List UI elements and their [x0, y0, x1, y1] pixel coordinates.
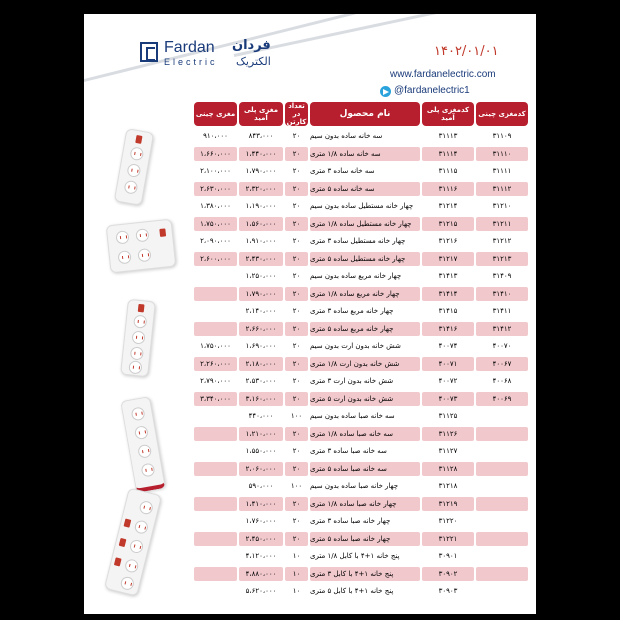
cell-china-price [194, 287, 237, 301]
cell-product-name: چهار خانه مستطیل ساده بدون سیم [310, 202, 414, 210]
cell-plastic-price: ۳،۱۶۰،۰۰۰ [239, 392, 283, 406]
cell-plastic-code: ۳۱۲۱۵ [422, 217, 474, 231]
cell-qty: ۲۰ [292, 202, 301, 210]
cell-qty: ۲۰ [285, 287, 308, 301]
cell-plastic-code: ۳۱۲۲۰ [438, 517, 458, 525]
cell-plastic-code: ۳۱۴۱۳ [438, 272, 458, 280]
cell-plastic-code: ۳۱۱۱۶ [422, 182, 474, 196]
cell-plastic-price: ۲،۳۲۰،۰۰۰ [239, 182, 283, 196]
cell-china-code [476, 567, 528, 581]
cell-china-price [194, 497, 237, 511]
cell-plastic-price: ۲،۵۳۰،۰۰۰ [245, 377, 277, 385]
cell-product-name: چهار خانه مربع ساده ۳ متری [310, 307, 394, 315]
cell-china-code [476, 514, 528, 528]
cell-product-name: شش خانه بدون ارت بدون سیم [310, 342, 401, 350]
cell-china-code: ۳۱۱۱۱ [492, 167, 512, 175]
cell-qty: ۲۰ [285, 392, 308, 406]
table-row [194, 164, 528, 178]
socket-icon [123, 180, 138, 195]
cell-china-price [194, 444, 237, 458]
cell-china-price [194, 514, 237, 528]
brand-sub-fa: الکتریک [236, 55, 271, 68]
cell-qty: ۱۰۰ [290, 482, 303, 490]
cell-plastic-price: ۱،۴۴۰،۰۰۰ [239, 147, 283, 161]
cell-plastic-price: ۱،۷۶۰،۰۰۰ [245, 517, 277, 525]
table-row [194, 252, 528, 266]
cell-qty: ۲۰ [292, 167, 301, 175]
cell-china-price: ۲،۶۳۰،۰۰۰ [194, 182, 237, 196]
socket-icon [131, 330, 145, 344]
website-link[interactable]: www.fardanelectric.com [390, 69, 496, 80]
cell-china-price [194, 304, 237, 318]
cell-qty: ۲۰ [292, 307, 301, 315]
cell-plastic-price: ۲،۶۶۰،۰۰۰ [239, 322, 283, 336]
cell-plastic-price: ۲،۴۳۰،۰۰۰ [239, 252, 283, 266]
table-row [194, 304, 528, 318]
socket-icon [117, 250, 131, 264]
cell-product-name: سه خانه ساده ۳ متری [310, 167, 375, 175]
cell-plastic-price: ۲،۱۸۰،۰۰۰ [239, 357, 283, 371]
cell-plastic-price: ۱،۱۹۰،۰۰۰ [245, 202, 277, 210]
cell-product-name: چهار خانه مستطیل ساده ۳ متری [310, 237, 406, 245]
cell-qty: ۲۰ [292, 517, 301, 525]
cell-china-code: ۳۱۲۱۰ [492, 202, 512, 210]
cell-plastic-price: ۲،۱۴۰،۰۰۰ [245, 307, 277, 315]
table-row [194, 392, 528, 406]
cell-qty: ۲۰ [285, 497, 308, 511]
cell-qty: ۲۰ [285, 322, 308, 336]
cell-plastic-code: ۳۱۲۱۷ [422, 252, 474, 266]
cell-plastic-price: ۱،۷۹۰،۰۰۰ [245, 167, 277, 175]
cell-product-name: شش خانه بدون ارت ۵ متری [310, 392, 420, 406]
table-row [194, 147, 528, 161]
cell-qty: ۱۰ [292, 587, 301, 595]
header-china-code: کدمغزی چینی [476, 102, 528, 126]
table-row [194, 339, 528, 353]
switch-icon [159, 228, 166, 237]
socket-icon [128, 360, 142, 374]
cell-qty: ۱۰ [285, 567, 308, 581]
logo-mark [140, 42, 158, 62]
cell-qty: ۲۰ [292, 342, 301, 350]
cell-product-name: سه خانه صبا ساده بدون سیم [310, 412, 395, 420]
product-image-3-socket [114, 128, 154, 206]
cell-china-price [194, 427, 237, 441]
cell-china-code: ۳۱۲۱۳ [476, 252, 528, 266]
cell-plastic-code: ۳۱۱۱۳ [438, 132, 458, 140]
header-product-name: نام محصول [310, 102, 420, 126]
cell-china-price: ۲،۱۰۰،۰۰۰ [200, 167, 231, 175]
cell-china-code [476, 462, 528, 476]
cell-plastic-price: ۱،۹۱۰،۰۰۰ [245, 237, 277, 245]
cell-product-name: سه خانه صبا ساده ۵ متری [310, 462, 420, 476]
cell-product-name: سه خانه ساده ۵ متری [310, 182, 420, 196]
switch-icon [119, 538, 127, 547]
socket-icon [115, 230, 129, 244]
socket-icon [119, 575, 135, 591]
cell-product-name: چهار خانه مربع ساده ۵ متری [310, 322, 420, 336]
product-image-5-socket [104, 487, 162, 596]
cell-china-price [194, 549, 237, 563]
switch-icon [135, 135, 142, 144]
cell-plastic-code: ۳۱۲۱۸ [438, 482, 458, 490]
socket-icon [129, 539, 145, 555]
header-china-price: مغزی چینی [194, 102, 237, 126]
cell-plastic-price: ۱،۵۵۰،۰۰۰ [245, 447, 277, 455]
cell-product-name: سه خانه ساده بدون سیم [310, 132, 383, 140]
cell-china-price [194, 462, 237, 476]
cell-qty: ۲۰ [292, 377, 301, 385]
cell-qty: ۲۰ [285, 462, 308, 476]
table-row [194, 217, 528, 231]
table-row [194, 129, 528, 143]
cell-china-code: ۳۱۴۰۹ [492, 272, 512, 280]
cell-qty: ۲۰ [285, 532, 308, 546]
cell-product-name: پنج خانه ۱+۴ با کابل ۱/۸ متری [310, 552, 400, 560]
cell-china-code: ۳۱۴۱۱ [492, 307, 512, 315]
cell-product-name: پنج خانه ۱+۴ با کابل ۵ متری [310, 587, 394, 595]
cell-qty: ۲۰ [292, 237, 301, 245]
cell-product-name: چهار خانه مربع ساده بدون سیم [310, 272, 402, 280]
header-plastic-code: کدمغزی پلی آمید [422, 102, 474, 126]
cell-product-name: چهار خانه صبا ساده ۱/۸ متری [310, 497, 420, 511]
cell-china-price: ۱،۷۵۰،۰۰۰ [194, 217, 237, 231]
socket-icon [124, 558, 140, 574]
cell-plastic-code: ۳۰۹۰۱ [438, 552, 458, 560]
cell-plastic-code: ۳۱۱۲۸ [422, 462, 474, 476]
cell-china-code [476, 427, 528, 441]
cell-product-name: چهار خانه صبا ساده ۳ متری [310, 517, 391, 525]
cell-product-name: چهار خانه صبا ساده بدون سیم [310, 482, 399, 490]
cell-plastic-price: ۱،۶۹۰،۰۰۰ [245, 342, 277, 350]
cell-plastic-price: ۱،۲۱۰،۰۰۰ [239, 427, 283, 441]
cell-product-name: چهار خانه مستطیل ساده ۱/۸ متری [310, 217, 420, 231]
socket-icon [134, 425, 149, 440]
cell-qty: ۲۰ [285, 357, 308, 371]
cell-china-code: ۴۰۰۶۹ [476, 392, 528, 406]
cell-china-code: ۳۱۲۱۱ [476, 217, 528, 231]
cell-plastic-price: ۴۴۰،۰۰۰ [248, 412, 274, 420]
cell-qty: ۲۰ [285, 252, 308, 266]
header-plastic-price: مغزی پلی آمید [239, 102, 283, 126]
brand-sub-en: Electric [164, 57, 218, 67]
socket-icon [126, 163, 141, 178]
table-row [194, 287, 528, 301]
table-row [194, 427, 528, 441]
cell-china-code [476, 497, 528, 511]
decor-stripe [84, 14, 355, 87]
socket-icon [135, 228, 149, 242]
cell-plastic-code: ۳۱۴۱۶ [422, 322, 474, 336]
socket-icon [140, 462, 155, 477]
table-row [194, 584, 528, 598]
cell-china-price: ۲،۲۶۰،۰۰۰ [194, 357, 237, 371]
cell-plastic-price: ۵،۶۲۰،۰۰۰ [245, 587, 277, 595]
table-row [194, 234, 528, 248]
cell-china-price: ۹۱۰،۰۰۰ [203, 132, 228, 140]
table-row [194, 357, 528, 371]
cell-plastic-price: ۱،۷۹۰،۰۰۰ [239, 287, 283, 301]
socket-icon [129, 146, 144, 161]
cell-china-code: ۳۱۲۱۲ [492, 237, 512, 245]
table-row [194, 567, 528, 581]
cell-qty: ۱۰۰ [290, 412, 303, 420]
cell-plastic-code: ۳۰۹۰۲ [422, 567, 474, 581]
cell-product-name: چهار خانه مربع ساده ۱/۸ متری [310, 287, 420, 301]
cell-china-code [476, 444, 528, 458]
cell-plastic-price: ۱،۴۱۰،۰۰۰ [239, 497, 283, 511]
cell-china-code: ۳۱۱۱۲ [476, 182, 528, 196]
cell-china-code: ۴۰۰۷۰ [492, 342, 512, 350]
cell-china-code: ۳۱۴۱۰ [476, 287, 528, 301]
cell-china-price [194, 567, 237, 581]
table-row [194, 497, 528, 511]
socket-icon [133, 314, 147, 328]
cell-qty: ۲۰ [292, 447, 301, 455]
cell-qty: ۲۰ [285, 147, 308, 161]
header-qty: تعداد در کارتن [286, 102, 307, 126]
table-row [194, 182, 528, 196]
cell-product-name: چهار خانه مستطیل ساده ۵ متری [310, 252, 420, 266]
cell-plastic-code: ۳۱۱۲۵ [438, 412, 458, 420]
cell-china-price: ۱،۷۵۰،۰۰۰ [200, 342, 231, 350]
table-row [194, 199, 528, 213]
product-image-4-socket-square [120, 299, 156, 378]
cell-plastic-price: ۸۴۳،۰۰۰ [248, 132, 274, 140]
cell-qty: ۲۰ [285, 182, 308, 196]
cell-china-code: ۴۰۰۶۷ [476, 357, 528, 371]
cell-plastic-price: ۴،۸۸۰،۰۰۰ [239, 567, 283, 581]
table-row [194, 444, 528, 458]
cell-plastic-code: ۳۰۹۰۳ [438, 587, 458, 595]
brand-name-fa: فردان [232, 38, 271, 53]
cell-plastic-price: ۲،۴۵۰،۰۰۰ [239, 532, 283, 546]
table-row [194, 462, 528, 476]
cell-plastic-code: ۴۰۰۷۱ [422, 357, 474, 371]
cell-plastic-price: ۴،۱۲۰،۰۰۰ [245, 552, 277, 560]
cell-china-price [194, 532, 237, 546]
cell-plastic-code: ۳۱۲۲۱ [422, 532, 474, 546]
cell-plastic-code: ۳۱۱۲۶ [422, 427, 474, 441]
sheet-date: ۱۴۰۲/۰۱/۰۱ [434, 44, 499, 59]
cell-qty: ۲۰ [285, 427, 308, 441]
cell-china-code [476, 549, 528, 563]
cell-china-price: ۱،۶۶۰،۰۰۰ [194, 147, 237, 161]
cell-plastic-code: ۳۱۴۱۴ [422, 287, 474, 301]
cell-plastic-code: ۴۰۰۷۲ [438, 377, 458, 385]
cell-product-name: پنج خانه ۱+۴ با کابل ۳ متری [310, 567, 420, 581]
social-handle[interactable]: @fardanelectric1 [394, 85, 470, 96]
cell-china-price [194, 479, 237, 493]
cell-product-name: سه خانه صبا ساده ۳ متری [310, 447, 387, 455]
cell-product-name: چهار خانه صبا ساده ۵ متری [310, 532, 420, 546]
cell-plastic-code: ۳۱۲۱۹ [422, 497, 474, 511]
table-row [194, 479, 528, 493]
table-row [194, 374, 528, 388]
cell-plastic-code: ۴۰۰۷۴ [438, 342, 458, 350]
cell-product-name: شش خانه بدون ارت ۳ متری [310, 377, 394, 385]
socket-icon [131, 406, 146, 421]
switch-icon [138, 304, 145, 313]
cell-china-price: ۲،۷۹۰،۰۰۰ [200, 377, 231, 385]
cell-plastic-code: ۳۱۱۲۷ [438, 447, 458, 455]
cell-qty: ۱۰ [292, 552, 301, 560]
product-image-saba [120, 396, 166, 493]
cell-china-price [194, 584, 237, 598]
price-sheet [84, 14, 536, 614]
cell-china-price [194, 409, 237, 423]
cell-qty: ۲۰ [292, 272, 301, 280]
cell-china-code [476, 479, 528, 493]
table-row [194, 549, 528, 563]
cell-china-price [194, 269, 237, 283]
socket-icon [130, 346, 144, 360]
cell-china-code [476, 409, 528, 423]
table-row [194, 409, 528, 423]
cell-product-name: سه خانه صبا ساده ۱/۸ متری [310, 427, 420, 441]
socket-icon [138, 500, 154, 516]
cell-plastic-code: ۳۱۲۱۴ [438, 202, 458, 210]
switch-icon [114, 557, 122, 566]
cell-product-name: شش خانه بدون ارت ۱/۸ متری [310, 357, 420, 371]
cell-china-code: ۴۰۰۶۸ [492, 377, 512, 385]
cell-plastic-code: ۳۱۲۱۶ [438, 237, 458, 245]
cell-china-price [194, 322, 237, 336]
table-row [194, 532, 528, 546]
socket-icon [137, 444, 152, 459]
cell-plastic-price: ۱،۲۵۰،۰۰۰ [245, 272, 277, 280]
cell-plastic-code: ۳۱۴۱۵ [438, 307, 458, 315]
cell-plastic-price: ۲،۰۶۰،۰۰۰ [239, 462, 283, 476]
cell-china-code [476, 532, 528, 546]
cell-qty: ۲۰ [292, 132, 301, 140]
cell-china-code: ۳۱۱۰۹ [492, 132, 512, 140]
cell-china-price: ۱،۳۸۰،۰۰۰ [200, 202, 231, 210]
brand-name-en: Fardan [164, 39, 215, 56]
table-row [194, 269, 528, 283]
cell-china-code [476, 584, 528, 598]
cell-plastic-code: ۳۱۱۱۴ [422, 147, 474, 161]
cell-plastic-price: ۵۹۰،۰۰۰ [248, 482, 274, 490]
table-row [194, 322, 528, 336]
table-row [194, 514, 528, 528]
cell-plastic-code: ۴۰۰۷۳ [422, 392, 474, 406]
cell-plastic-price: ۱،۵۶۰،۰۰۰ [239, 217, 283, 231]
cell-china-price: ۲،۶۰۰،۰۰۰ [194, 252, 237, 266]
cell-plastic-code: ۳۱۱۱۵ [438, 167, 458, 175]
switch-icon [124, 518, 132, 527]
cell-product-name: سه خانه ساده ۱/۸ متری [310, 147, 420, 161]
cell-china-price: ۳،۳۴۰،۰۰۰ [194, 392, 237, 406]
cell-china-code: ۳۱۱۱۰ [476, 147, 528, 161]
cell-qty: ۲۰ [285, 217, 308, 231]
product-image-4-socket-rect [106, 219, 177, 274]
socket-icon [133, 519, 149, 535]
socket-icon [137, 248, 151, 262]
cell-china-price: ۲،۰۹۰،۰۰۰ [200, 237, 231, 245]
telegram-icon [380, 86, 391, 97]
cell-china-code: ۳۱۴۱۲ [476, 322, 528, 336]
